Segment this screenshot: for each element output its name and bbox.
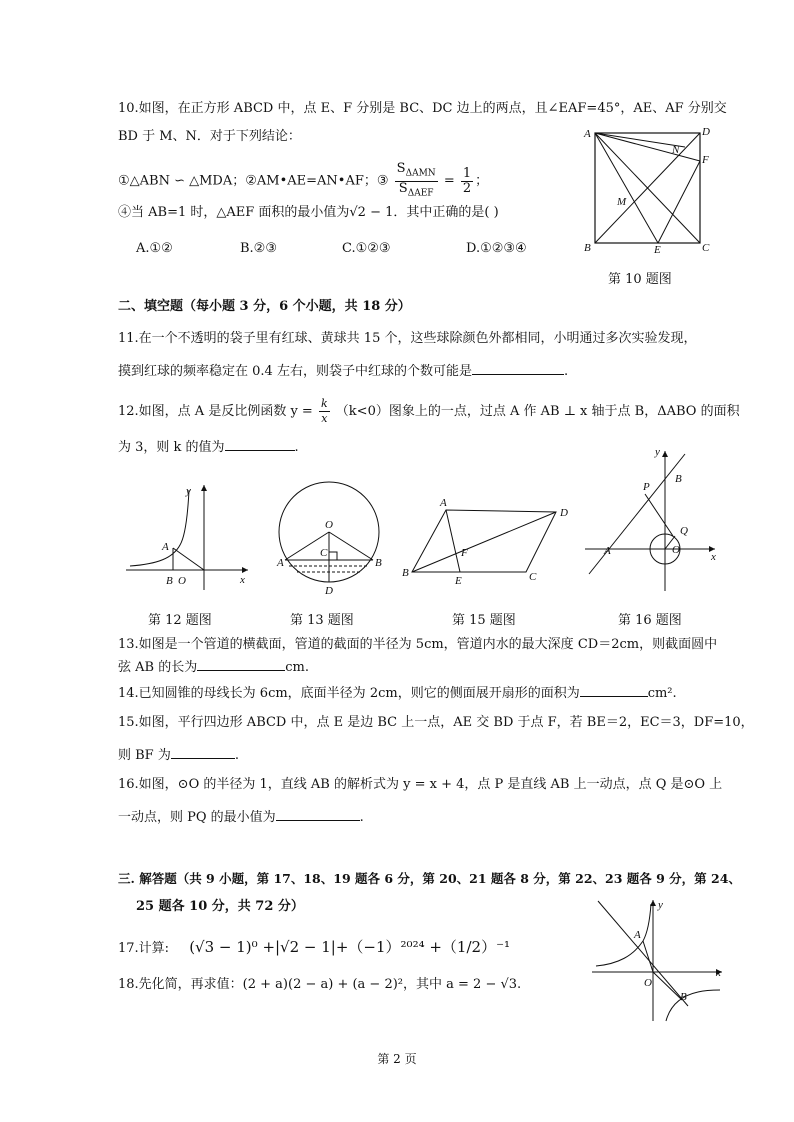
fig-right-label-o: O: [644, 977, 652, 989]
q12-answer-blank[interactable]: [225, 436, 295, 451]
q17-line: [118, 938, 510, 958]
q17-expression: (√3 − 1)⁰ +|√2 − 1|+（−1）²⁰²⁴ +（1/2）⁻¹: [189, 938, 511, 956]
fig16-label-x: x: [711, 551, 716, 563]
fig10-label-b: B: [584, 242, 591, 254]
fig10-label-n: N: [672, 144, 680, 156]
fig-right-hyperbola-line: [588, 896, 728, 1026]
fig10-label-e: E: [654, 244, 661, 256]
q10-c1: ①△ABN ∽ △MDA；②AM•AE=AN•AF；③: [118, 173, 389, 189]
fig-right-label-y: y: [658, 899, 663, 911]
fig13-label-b: B: [375, 557, 382, 569]
fig15-label-e: E: [455, 575, 462, 587]
fig16-label-q: Q: [680, 525, 688, 537]
q13-line1: 13.如图是一个管道的横截面，管道的截面的半径为 5cm，管道内水的最大深度 CD＝2cm，则截面圆中: [118, 637, 718, 652]
fig12-label-o: O: [178, 575, 186, 587]
fig-right-label-x: x: [716, 967, 721, 979]
q10-half: $\frac{1}{2}$: [462, 165, 472, 196]
q10-option-c: C.①②③: [342, 241, 391, 256]
fig15-label-d: D: [560, 507, 568, 519]
q10-c4: ④当 AB=1 时，△AEF 面积的最小值为√2 − 1．其中正确的是( ): [118, 205, 499, 220]
q13-answer-blank[interactable]: [197, 656, 285, 671]
fig13-label-d: D: [325, 585, 333, 597]
section3-heading-line2: 25 题各 10 分，共 72 分）: [136, 899, 304, 914]
section2-heading: 二、填空题（每小题 3 分，6 个小题，共 18 分）: [118, 299, 411, 314]
q17-label: 17.计算:: [118, 941, 170, 956]
fig13-label-c: C: [320, 547, 328, 559]
fig15-caption: 第 15 题图: [452, 613, 516, 628]
fig15-parallelogram-diagram: [398, 496, 578, 591]
fig12-label-b: B: [166, 575, 173, 587]
q15-line1: 15.如图，平行四边形 ABCD 中，点 E 是边 BC 上一点，AE 交 BD 于点 F，若 BE＝2，EC＝3，DF=10，: [118, 715, 754, 730]
q10-line2: BD 于 M、N．对于下列结论：: [118, 129, 301, 144]
q10-conclusions: ①△ABN ∽ △MDA；②AM•AE=AN•AF；③ $\frac{S_{\Delta AMN}}{S_{\Delta AEF}}$ = $\frac{1}{2}$ ；: [118, 161, 489, 199]
fig10-label-c: C: [702, 242, 710, 254]
fig10-caption: 第 10 题图: [608, 272, 672, 287]
fig16-label-a: A: [604, 545, 611, 557]
q10-area-ratio: $\frac{S_{\Delta AMN}}{S_{\Delta AEF}}$: [396, 161, 436, 199]
fig16-label-b: B: [675, 473, 682, 485]
fig13-pipe-diagram: [275, 478, 385, 598]
fig-right-label-a: A: [634, 929, 641, 941]
fig-right-label-b: B: [680, 991, 687, 1003]
fig16-label-p: P: [643, 481, 650, 493]
q10-option-b: B.②③: [240, 241, 277, 256]
q15-answer-blank[interactable]: [171, 744, 235, 759]
fig15-label-c: C: [529, 571, 537, 583]
fig16-caption: 第 16 题图: [618, 613, 682, 628]
fig16-label-y: y: [655, 446, 660, 458]
fig12-label-a: A: [162, 541, 169, 553]
fig10-label-f: F: [702, 154, 709, 166]
fig13-caption: 第 13 题图: [290, 613, 354, 628]
q13-line2: 弦 AB 的长为 cm.: [118, 656, 309, 677]
fig10-square-diagram: [580, 125, 710, 255]
q11-answer-blank[interactable]: [472, 360, 564, 375]
q16-line2: 一动点，则 PQ 的最小值为 .: [118, 806, 364, 827]
fig13-label-a: A: [277, 557, 284, 569]
fig10-label-a: A: [584, 128, 591, 140]
page-footer: 第 2 页: [377, 1052, 417, 1066]
fig15-label-b: B: [402, 567, 409, 579]
q16-line1: 16.如图，⊙O 的半径为 1，直线 AB 的解析式为 y = x + 4，点 P 是直线 AB 上一动点，点 Q 是⊙O 上: [118, 777, 723, 792]
q10-option-d: D.①②③④: [466, 241, 527, 256]
q15-line2: 则 BF 为 .: [118, 744, 239, 765]
fig15-label-f: F: [461, 547, 468, 559]
q11-line2: 摸到红球的频率稳定在 0.4 左右，则袋子中红球的个数可能是 .: [118, 360, 568, 381]
q10-option-a: A.①②: [136, 241, 173, 256]
fig10-label-m: M: [617, 196, 627, 208]
q12-line2: 为 3，则 k 的值为 .: [118, 436, 299, 457]
q18-line: 18.先化简，再求值：(2 + a)(2 − a) + (a − 2)²，其中 a = 2 − √3.: [118, 977, 522, 992]
fig13-label-o: O: [325, 519, 333, 531]
fig10-label-d: D: [702, 126, 710, 138]
q12-kx-fraction: $\frac{k}{x}$: [320, 397, 328, 425]
fig15-label-a: A: [440, 497, 447, 509]
fig12-caption: 第 12 题图: [148, 613, 212, 628]
fig12-label-x: x: [240, 574, 245, 586]
fig16-circle-line-diagram: [585, 446, 725, 596]
fig16-label-o: O: [672, 544, 680, 556]
q14-line: 14.已知圆锥的母线长为 6cm，底面半径为 2cm，则它的侧面展开扇形的面积为 cm².: [118, 682, 677, 703]
q16-answer-blank[interactable]: [276, 806, 360, 821]
fig12-hyperbola-diagram: [118, 480, 253, 595]
q14-answer-blank[interactable]: [580, 682, 648, 697]
q12-line1: 12.如图，点 A 是反比例函数 y = $\frac{k}{x}$ （k<0）图象上的一点，过点 A 作 AB ⊥ x 轴于点 B，ΔABO 的面积: [118, 397, 740, 425]
fig12-label-y: y: [186, 485, 191, 497]
q11-line1: 11.在一个不透明的袋子里有红球、黄球共 15 个，这些球除颜色外都相同，小明通过多次实验发现，: [118, 331, 697, 346]
q10-line1: 10.如图，在正方形 ABCD 中，点 E、F 分别是 BC、DC 边上的两点，且∠EAF=45°，AE、AF 分别交: [118, 101, 727, 116]
section3-heading-line1: 三. 解答题（共 9 小题，第 17、18、19 题各 6 分，第 20、21 题各 8 分，第 22、23 题各 9 分，第 24、: [118, 871, 741, 886]
